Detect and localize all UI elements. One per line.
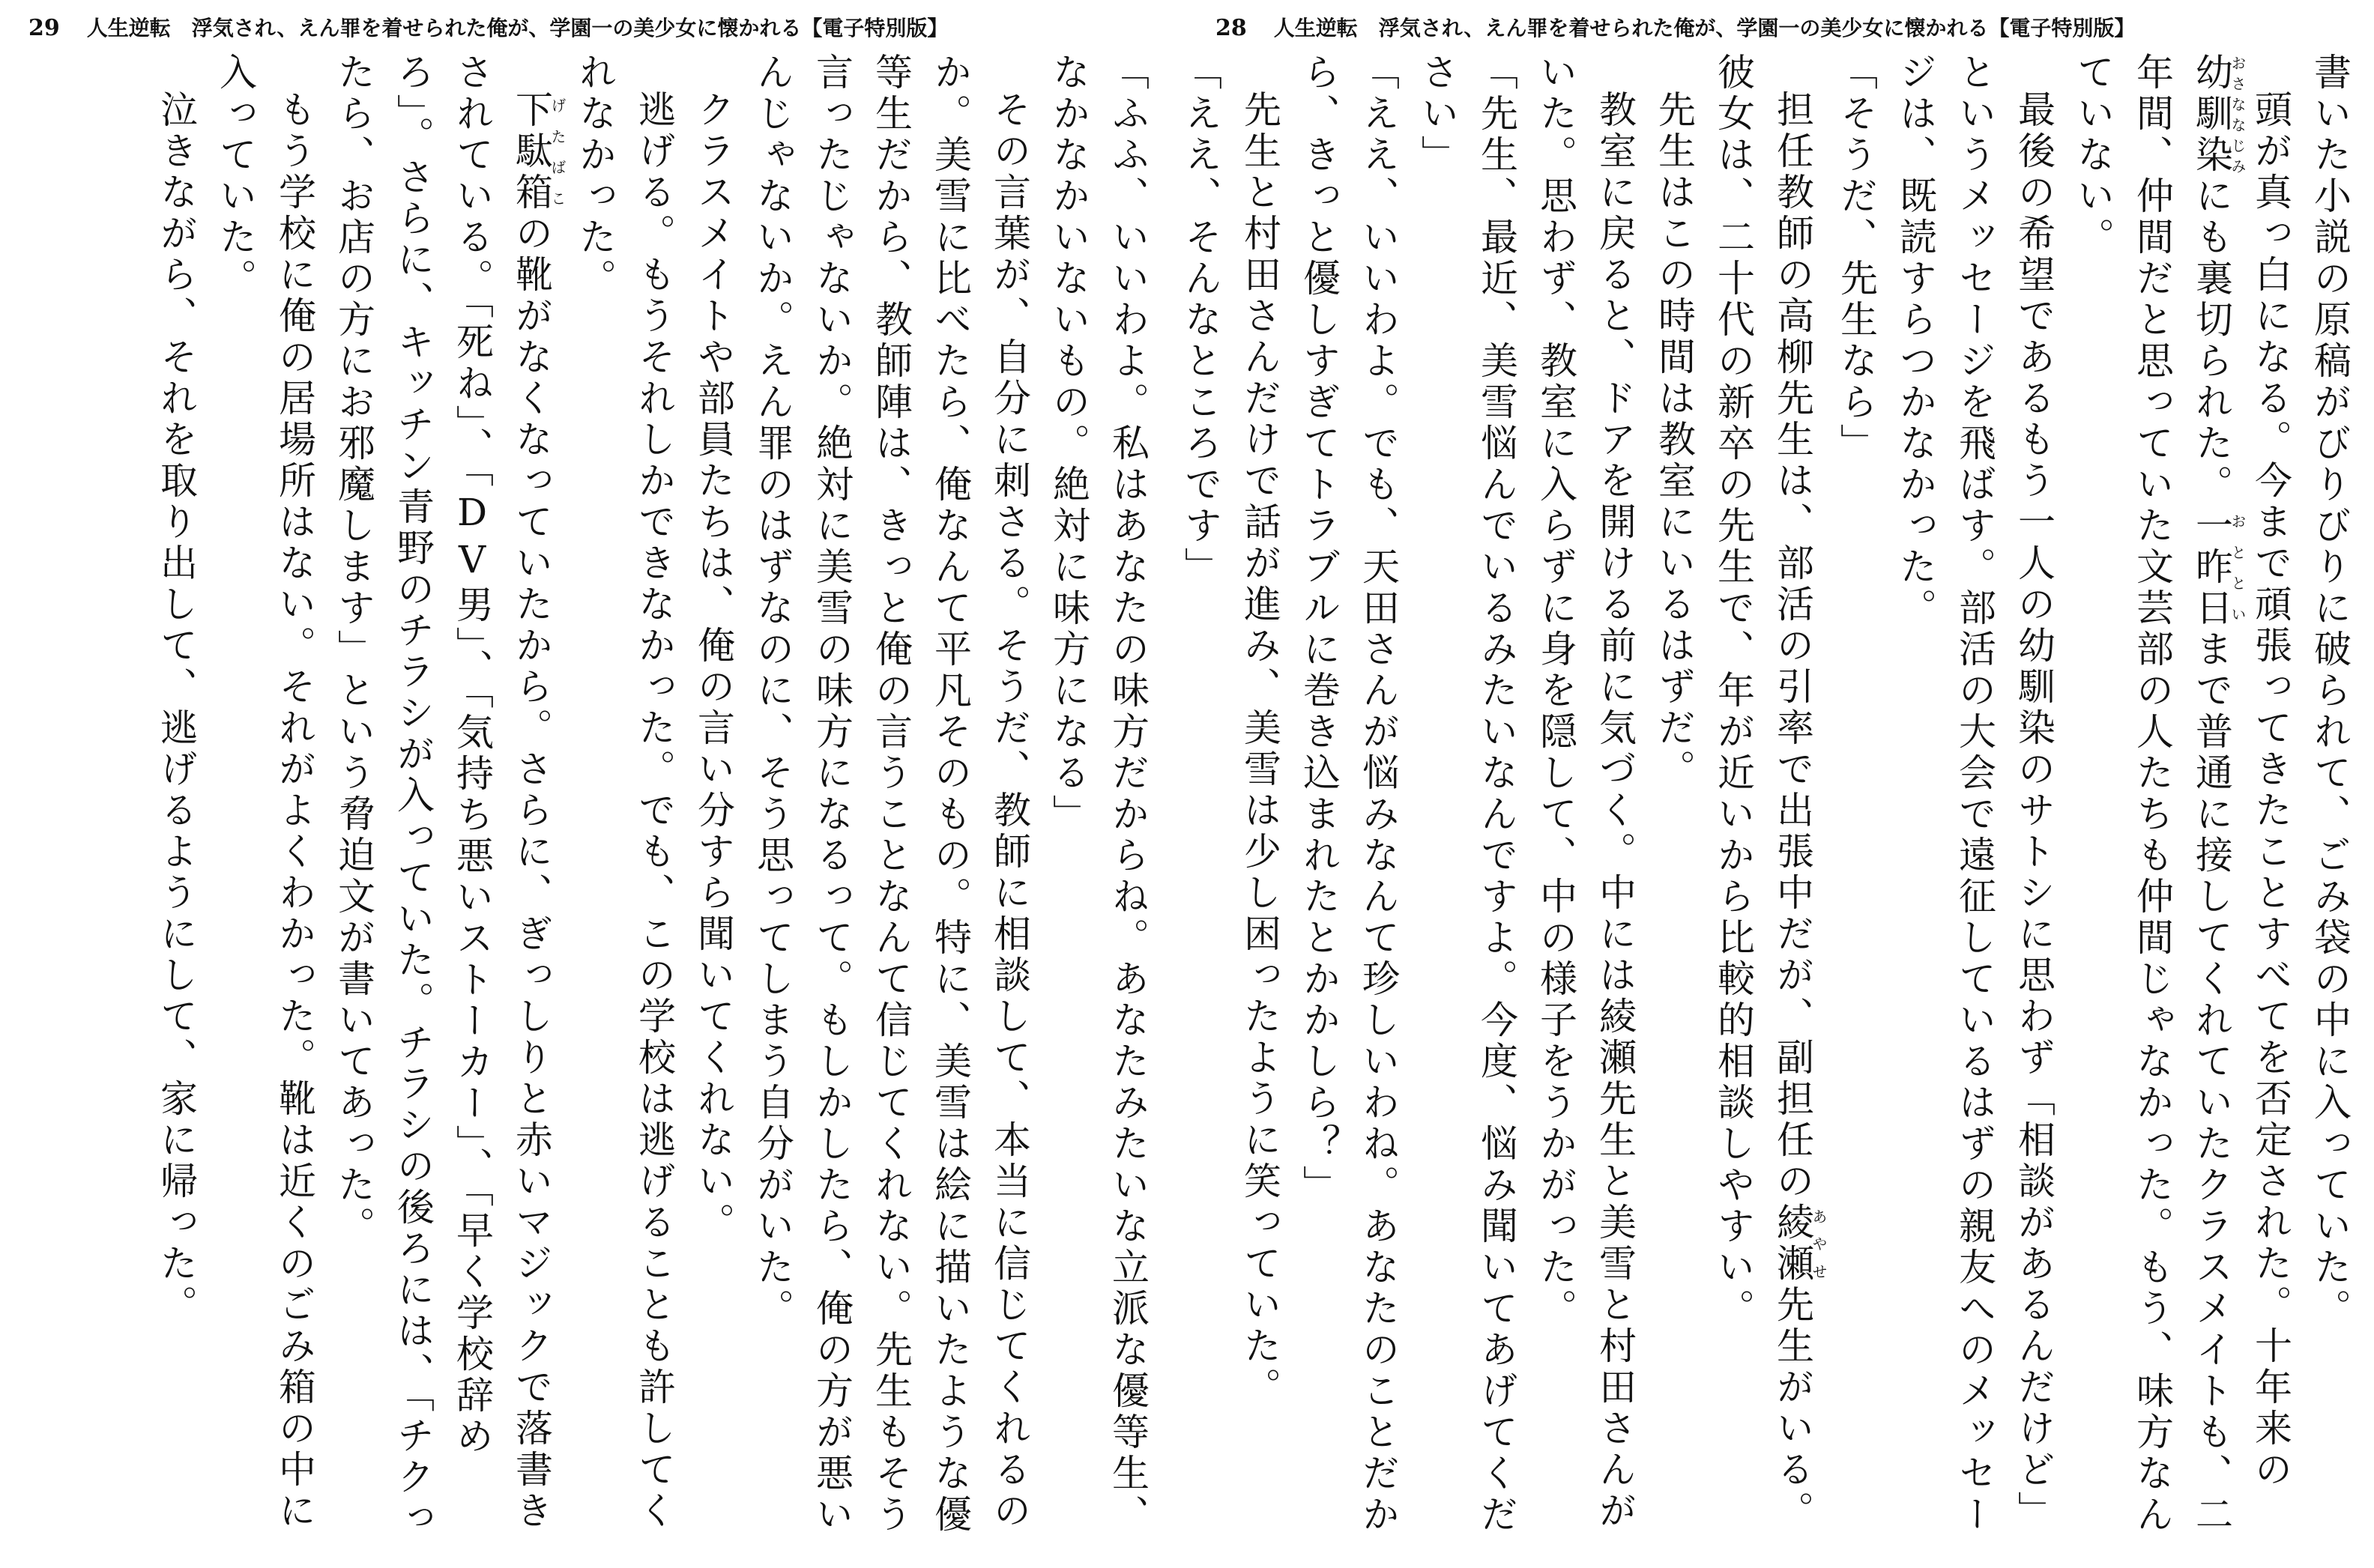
paragraph: 逃げる。もうそれしかできなかった。でも、この学校は逃げることも許してくれなかった。 [573,52,676,1532]
ruby-word: 幼馴染おさななじみ [2190,52,2247,176]
running-title: 人生逆転 浮気され、えん罪を着せられた俺が、学園一の美少女に懐かれる【電子特別版】 [86,16,949,40]
running-title: 人生逆転 浮気され、えん罪を着せられた俺が、学園一の美少女に懐かれる【電子特別版】 [1273,16,2136,40]
paragraph: 泣きながら、それを取り出して、逃げるようにして、家に帰った。 [154,90,198,1326]
paragraph: 頭が真っ白になる。今まで頑張ってきたことすべてを否定された。十年来の幼馴染おさななじみにも裏切られた。一昨日おとといまで普通に接してくれていたクラスメイトも、二年間、仲間だと思っていた文芸部の人たちも仲間じゃなかった。もう、味方なんていない。 [2071,52,2292,1536]
paragraph: 担任教師の高柳先生は、部活の引率で出張中だが、副担任の綾瀬あやせ先生がいる。彼女は、二十代の新卒の先生で、年が近いから比較的相談しやすい。 [1712,52,1828,1532]
paragraph: 教室に戻ると、ドアを開ける前に気づく。中には綾瀬先生と美雪と村田さんがいた。思わず、教室に入らずに身を隠して、中の様子をうかがった。 [1534,52,1637,1532]
paragraph: クラスメイトや部員たちは、俺の言い分すら聞いてくれない。 [692,90,735,1244]
paragraph: 先生と村田さんだけで話が進み、美雪は少し困ったように笑っていた。 [1238,90,1281,1408]
running-header [1215,10,2135,46]
paragraph: 下駄箱げたばこの靴がなくなっていたから。さらに、ぎっしりと赤いマジックで落書きされている。「死ね」、「DV男」、「気持ち悪いストーカー」、「早く学校辞めろ」。さらに、キッチン青野のチラシが入っていた。チラシの後ろには、「チクったら、お店の方にお邪魔します」という脅迫文が書いてあった。 [332,52,567,1540]
ruby-word: 綾瀬あやせ [1771,1202,1828,1285]
paragraph: 「ふふ、いいわよ。私はあなたの味方だからね。あなたみたいな立派な優等生、なかなかいないもの。絶対に味方になる」 [1047,52,1150,1536]
ruby-word: 下駄箱げたばこ [510,90,567,214]
paragraph: 「ええ、いいわよ。でも、天田さんが悩みなんて珍しいわね。あなたのことだから、きっと優しすぎてトラブルに巻き込まれたとかかしら？」 [1297,52,1400,1536]
page-right [1179,0,2374,1568]
paragraph: 「そうだ、先生なら」 [1834,52,1878,464]
paragraph: 最後の希望であるもう一人の幼馴染のサトシに思わず「相談があるんだけど」というメッセージを飛ばす。部活の大会で遠征しているはずの親友へのメッセージは、既読すらつかなかった。 [1894,52,2056,1536]
paragraph: もう学校に俺の居場所はない。それがよくわかった。靴は近くのごみ箱の中に入っていた。 [214,52,316,1532]
paragraph: 「ええ、そんなところです」 [1179,52,1222,588]
body-text [33,52,1157,1543]
running-header [28,10,948,46]
paragraph: 書いた小説の原稿がびりびりに破られて、ごみ袋の中に入っていた。 [2308,52,2352,1330]
ruby-word: 一昨日おととい [2190,506,2247,629]
page-number: 29 [28,15,60,41]
paragraph: 先生はこの時間は教室にいるはずだ。 [1652,90,1696,790]
page-number: 28 [1215,15,1247,41]
paragraph: 「先生、最近、美雪悩んでいるみたいなんですよ。今度、悩み聞いてあげてください」 [1416,52,1518,1536]
paragraph: その言葉が、自分に刺さる。そうだ、教師に相談して、本当に信じてくれるのか。美雪に比べたら、俺なんて平凡そのもの。特に、美雪は絵に描いたような優等生だから、教師陣は、きっと俺の言うことなんて信じてくれない。先生もそう言ったじゃないか。絶対に美雪の味方になるって。もしかしたら、俺の方が悪いんじゃないか。えん罪のはずなのに、そう思ってしまう自分がいた。 [751,52,1031,1536]
body-text [1179,52,2359,1543]
